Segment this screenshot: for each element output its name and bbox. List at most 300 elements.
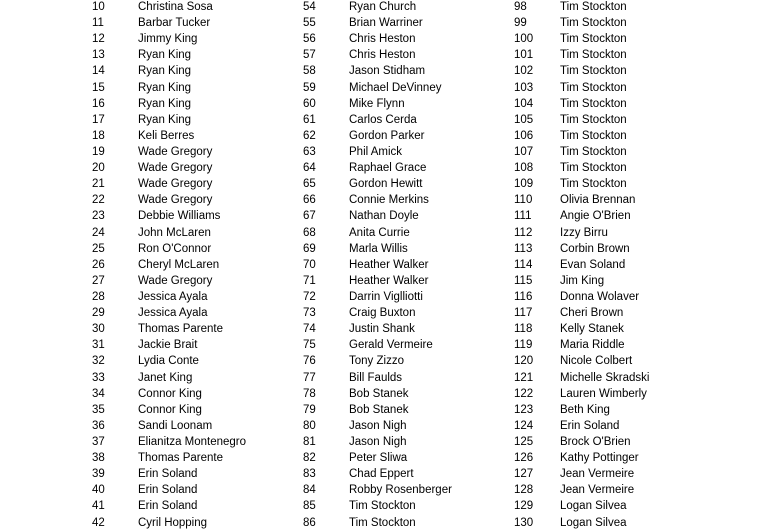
list-item bbox=[514, 241, 649, 257]
entry-name: Bob Stanek bbox=[349, 403, 409, 416]
list-item bbox=[514, 305, 649, 321]
entry-number: 17 bbox=[92, 113, 105, 126]
list-item bbox=[303, 192, 452, 208]
entry-name: Jessica Ayala bbox=[138, 307, 208, 320]
entry-number: 36 bbox=[92, 419, 105, 432]
entry-number: 61 bbox=[303, 113, 316, 126]
entry-name: Michelle Skradski bbox=[560, 371, 650, 384]
list-item bbox=[303, 466, 452, 482]
entry-number: 78 bbox=[303, 387, 316, 400]
entry-number: 130 bbox=[514, 516, 534, 529]
list-item bbox=[514, 386, 649, 402]
entry-number: 100 bbox=[514, 33, 534, 46]
list-item bbox=[92, 418, 246, 434]
entry-name: Logan Silvea bbox=[560, 500, 627, 513]
entry-number: 80 bbox=[303, 419, 316, 432]
entry-name: Janet King bbox=[138, 371, 193, 384]
entry-name: Tim Stockton bbox=[560, 17, 627, 30]
entry-number: 16 bbox=[92, 97, 105, 110]
list-item bbox=[514, 47, 649, 63]
list-item bbox=[92, 353, 246, 369]
list-item bbox=[514, 0, 649, 15]
list-item bbox=[303, 289, 452, 305]
list-item bbox=[92, 0, 246, 15]
list-column-3 bbox=[514, 0, 649, 531]
list-item bbox=[303, 482, 452, 498]
entry-name: Jason Nigh bbox=[349, 419, 407, 432]
entry-name: Kelly Stanek bbox=[560, 323, 624, 336]
list-item bbox=[514, 96, 649, 112]
entry-number: 75 bbox=[303, 339, 316, 352]
list-item bbox=[514, 450, 649, 466]
entry-number: 18 bbox=[92, 129, 105, 142]
list-item bbox=[303, 241, 452, 257]
entry-name: John McLaren bbox=[138, 226, 211, 239]
list-item bbox=[92, 498, 246, 514]
list-item bbox=[303, 31, 452, 47]
entry-number: 19 bbox=[92, 145, 105, 158]
entry-number: 74 bbox=[303, 323, 316, 336]
list-item bbox=[92, 47, 246, 63]
entry-name: Jean Vermeire bbox=[560, 484, 635, 497]
entry-number: 20 bbox=[92, 162, 105, 175]
entry-number: 73 bbox=[303, 307, 316, 320]
entry-name: Ron O'Connor bbox=[138, 242, 212, 255]
list-item bbox=[92, 241, 246, 257]
entry-number: 31 bbox=[92, 339, 105, 352]
entry-name: Robby Rosenberger bbox=[349, 484, 452, 497]
list-item bbox=[303, 305, 452, 321]
list-item bbox=[514, 80, 649, 96]
entry-number: 33 bbox=[92, 371, 105, 384]
list-item bbox=[92, 257, 246, 273]
list-item bbox=[514, 63, 649, 79]
entry-name: Phil Amick bbox=[349, 145, 403, 158]
entry-number: 127 bbox=[514, 468, 534, 481]
entry-name: Thomas Parente bbox=[138, 323, 224, 336]
entry-name: Raphael Grace bbox=[349, 162, 427, 175]
list-item bbox=[92, 370, 246, 386]
entry-name: Wade Gregory bbox=[138, 178, 213, 191]
entry-name: Cheri Brown bbox=[560, 307, 624, 320]
list-item bbox=[92, 321, 246, 337]
entry-number: 126 bbox=[514, 452, 534, 465]
list-item bbox=[514, 160, 649, 176]
entry-name: Wade Gregory bbox=[138, 145, 213, 158]
entry-number: 15 bbox=[92, 81, 105, 94]
list-item bbox=[514, 273, 649, 289]
list-item bbox=[303, 321, 452, 337]
entry-name: Jessica Ayala bbox=[138, 290, 208, 303]
entry-number: 128 bbox=[514, 484, 534, 497]
list-item bbox=[303, 257, 452, 273]
entry-number: 82 bbox=[303, 452, 316, 465]
list-item bbox=[303, 402, 452, 418]
entry-name: Craig Buxton bbox=[349, 307, 416, 320]
entry-number: 64 bbox=[303, 162, 316, 175]
entry-name: Erin Soland bbox=[138, 468, 198, 481]
list-item bbox=[303, 128, 452, 144]
entry-name: Tim Stockton bbox=[560, 129, 627, 142]
list-item bbox=[303, 434, 452, 450]
list-item bbox=[92, 337, 246, 353]
entry-number: 83 bbox=[303, 468, 316, 481]
list-item bbox=[92, 273, 246, 289]
entry-name: Izzy Birru bbox=[560, 226, 608, 239]
list-item bbox=[303, 225, 452, 241]
entry-number: 72 bbox=[303, 290, 316, 303]
list-item bbox=[303, 15, 452, 31]
list-item bbox=[92, 96, 246, 112]
list-item bbox=[303, 515, 452, 531]
entry-name: Evan Soland bbox=[560, 258, 626, 271]
list-item bbox=[514, 192, 649, 208]
entry-name: Elianitza Montenegro bbox=[138, 435, 247, 448]
entry-name: Bob Stanek bbox=[349, 387, 409, 400]
entry-name: Tim Stockton bbox=[560, 33, 627, 46]
entry-name: Thomas Parente bbox=[138, 452, 224, 465]
entry-number: 99 bbox=[514, 17, 527, 30]
entry-number: 55 bbox=[303, 17, 316, 30]
list-item bbox=[303, 386, 452, 402]
entry-number: 111 bbox=[514, 210, 532, 223]
entry-number: 105 bbox=[514, 113, 534, 126]
entry-number: 54 bbox=[303, 1, 316, 13]
entry-name: Darrin Viglliotti bbox=[349, 290, 423, 303]
entry-name: Sandi Loonam bbox=[138, 419, 213, 432]
list-column-2 bbox=[303, 0, 452, 531]
entry-number: 59 bbox=[303, 81, 316, 94]
list-item bbox=[92, 31, 246, 47]
entry-name: Tim Stockton bbox=[560, 97, 627, 110]
entry-name: Jackie Brait bbox=[138, 339, 198, 352]
list-item bbox=[303, 80, 452, 96]
entry-name: Wade Gregory bbox=[138, 274, 213, 287]
list-item bbox=[92, 15, 246, 31]
entry-number: 107 bbox=[514, 145, 534, 158]
entry-number: 28 bbox=[92, 290, 105, 303]
list-item bbox=[514, 337, 649, 353]
entry-name: Gerald Vermeire bbox=[349, 339, 433, 352]
list-item bbox=[92, 80, 246, 96]
entry-number: 77 bbox=[303, 371, 316, 384]
entry-number: 123 bbox=[514, 403, 534, 416]
entry-name: Olivia Brennan bbox=[560, 194, 636, 207]
entry-name: Chris Heston bbox=[349, 49, 416, 62]
list-item bbox=[303, 63, 452, 79]
entry-name: Brian Warriner bbox=[349, 17, 423, 30]
entry-name: Nicole Colbert bbox=[560, 355, 633, 368]
list-item bbox=[92, 305, 246, 321]
entry-name: Debbie Williams bbox=[138, 210, 221, 223]
list-column-1 bbox=[92, 0, 246, 531]
entry-name: Jason Stidham bbox=[349, 65, 426, 78]
entry-number: 35 bbox=[92, 403, 105, 416]
list-item bbox=[514, 402, 649, 418]
entry-name: Beth King bbox=[560, 403, 610, 416]
entry-name: Kathy Pottinger bbox=[560, 452, 639, 465]
entry-name: Peter Sliwa bbox=[349, 452, 408, 465]
list-item bbox=[514, 15, 649, 31]
list-item bbox=[514, 321, 649, 337]
list-item bbox=[92, 482, 246, 498]
entry-number: 120 bbox=[514, 355, 534, 368]
entry-number: 41 bbox=[92, 500, 105, 513]
entry-name: Heather Walker bbox=[349, 274, 429, 287]
list-item bbox=[92, 128, 246, 144]
list-item bbox=[514, 353, 649, 369]
entry-number: 26 bbox=[92, 258, 105, 271]
entry-number: 70 bbox=[303, 258, 316, 271]
entry-name: Ryan King bbox=[138, 65, 192, 78]
entry-number: 60 bbox=[303, 97, 316, 110]
list-item bbox=[303, 353, 452, 369]
list-item bbox=[92, 466, 246, 482]
list-item bbox=[514, 208, 649, 224]
list-item bbox=[514, 31, 649, 47]
entry-number: 66 bbox=[303, 194, 316, 207]
entry-number: 125 bbox=[514, 435, 534, 448]
entry-name: Connie Merkins bbox=[349, 194, 429, 207]
list-item bbox=[92, 386, 246, 402]
entry-number: 37 bbox=[92, 435, 105, 448]
list-item bbox=[92, 289, 246, 305]
entry-number: 13 bbox=[92, 49, 105, 62]
entry-number: 56 bbox=[303, 33, 316, 46]
entry-number: 27 bbox=[92, 274, 105, 287]
entry-number: 63 bbox=[303, 145, 316, 158]
entry-number: 11 bbox=[92, 17, 104, 30]
entry-name: Anita Currie bbox=[349, 226, 410, 239]
list-item bbox=[303, 273, 452, 289]
list-item bbox=[303, 337, 452, 353]
entry-number: 65 bbox=[303, 178, 316, 191]
list-item bbox=[514, 289, 649, 305]
list-item bbox=[92, 112, 246, 128]
list-item bbox=[514, 482, 649, 498]
entry-name: Nathan Doyle bbox=[349, 210, 419, 223]
entry-name: Wade Gregory bbox=[138, 194, 213, 207]
entry-name: Maria Riddle bbox=[560, 339, 625, 352]
list-item bbox=[92, 450, 246, 466]
entry-number: 21 bbox=[92, 178, 105, 191]
entry-name: Tim Stockton bbox=[560, 145, 627, 158]
entry-number: 122 bbox=[514, 387, 534, 400]
entry-name: Wade Gregory bbox=[138, 162, 213, 175]
entry-number: 101 bbox=[514, 49, 534, 62]
entry-number: 14 bbox=[92, 65, 105, 78]
entry-name: Tim Stockton bbox=[560, 178, 627, 191]
entry-number: 108 bbox=[514, 162, 534, 175]
entry-number: 104 bbox=[514, 97, 534, 110]
list-item bbox=[303, 418, 452, 434]
entry-name: Christina Sosa bbox=[138, 1, 213, 13]
list-item bbox=[303, 160, 452, 176]
entry-number: 32 bbox=[92, 355, 105, 368]
entry-name: Ryan King bbox=[138, 113, 192, 126]
entry-number: 23 bbox=[92, 210, 105, 223]
entry-number: 124 bbox=[514, 419, 534, 432]
list-item bbox=[92, 208, 246, 224]
list-item bbox=[514, 144, 649, 160]
entry-number: 24 bbox=[92, 226, 105, 239]
list-item bbox=[514, 418, 649, 434]
entry-number: 98 bbox=[514, 1, 527, 13]
entry-name: Cheryl McLaren bbox=[138, 258, 220, 271]
entry-name: Tim Stockton bbox=[560, 65, 627, 78]
entry-name: Brock O'Brien bbox=[560, 435, 631, 448]
entry-name: Logan Silvea bbox=[560, 516, 627, 529]
entry-name: Lydia Conte bbox=[138, 355, 199, 368]
entry-name: Donna Wolaver bbox=[560, 290, 640, 303]
entry-number: 129 bbox=[514, 500, 534, 513]
entry-number: 38 bbox=[92, 452, 105, 465]
entry-name: Jim King bbox=[560, 274, 605, 287]
list-item bbox=[303, 96, 452, 112]
entry-number: 103 bbox=[514, 81, 534, 94]
entry-number: 10 bbox=[92, 1, 105, 13]
entry-name: Erin Soland bbox=[138, 500, 198, 513]
entry-name: Chris Heston bbox=[349, 33, 416, 46]
entry-number: 29 bbox=[92, 307, 105, 320]
list-item bbox=[303, 112, 452, 128]
entry-name: Jimmy King bbox=[138, 33, 198, 46]
entry-number: 79 bbox=[303, 403, 316, 416]
entry-number: 76 bbox=[303, 355, 316, 368]
entry-number: 39 bbox=[92, 468, 105, 481]
entry-number: 115 bbox=[514, 274, 533, 287]
entry-number: 85 bbox=[303, 500, 316, 513]
entry-name: Tim Stockton bbox=[349, 500, 416, 513]
entry-name: Lauren Wimberly bbox=[560, 387, 647, 400]
entry-number: 121 bbox=[514, 371, 534, 384]
entry-number: 62 bbox=[303, 129, 316, 142]
entry-number: 71 bbox=[303, 274, 316, 287]
list-item bbox=[92, 402, 246, 418]
entry-name: Connor King bbox=[138, 403, 202, 416]
entry-name: Jean Vermeire bbox=[560, 468, 635, 481]
entry-name: Cyril Hopping bbox=[138, 516, 208, 529]
list-item bbox=[92, 225, 246, 241]
list-item bbox=[92, 192, 246, 208]
entry-name: Mike Flynn bbox=[349, 97, 405, 110]
entry-number: 114 bbox=[514, 258, 533, 271]
entry-name: Tony Zizzo bbox=[349, 355, 404, 368]
entry-number: 58 bbox=[303, 65, 316, 78]
entry-name: Tim Stockton bbox=[349, 516, 416, 529]
entry-name: Tim Stockton bbox=[560, 81, 627, 94]
entry-name: Ryan Church bbox=[349, 1, 417, 13]
list-item bbox=[303, 450, 452, 466]
list-item bbox=[514, 128, 649, 144]
entry-name: Tim Stockton bbox=[560, 113, 627, 126]
entry-name: Tim Stockton bbox=[560, 162, 627, 175]
entry-number: 110 bbox=[514, 194, 533, 207]
list-item bbox=[514, 466, 649, 482]
list-item bbox=[303, 498, 452, 514]
entry-name: Ryan King bbox=[138, 81, 192, 94]
entry-number: 84 bbox=[303, 484, 316, 497]
entry-number: 112 bbox=[514, 226, 533, 239]
list-item bbox=[92, 160, 246, 176]
list-item bbox=[92, 63, 246, 79]
list-item bbox=[303, 208, 452, 224]
entry-name: Michael DeVinney bbox=[349, 81, 442, 94]
entry-number: 119 bbox=[514, 339, 533, 352]
entry-name: Erin Soland bbox=[138, 484, 198, 497]
entry-name: Barbar Tucker bbox=[138, 17, 211, 30]
entry-number: 57 bbox=[303, 49, 316, 62]
entry-number: 12 bbox=[92, 33, 105, 46]
entry-number: 102 bbox=[514, 65, 534, 78]
entry-number: 42 bbox=[92, 516, 105, 529]
entry-number: 30 bbox=[92, 323, 105, 336]
entry-number: 116 bbox=[514, 290, 533, 303]
list-item bbox=[514, 434, 649, 450]
entry-name: Jason Nigh bbox=[349, 435, 407, 448]
entry-name: Ryan King bbox=[138, 97, 192, 110]
entry-name: Keli Berres bbox=[138, 129, 195, 142]
list-item bbox=[92, 434, 246, 450]
list-item bbox=[514, 112, 649, 128]
entry-name: Heather Walker bbox=[349, 258, 429, 271]
entry-number: 67 bbox=[303, 210, 316, 223]
entry-number: 109 bbox=[514, 178, 534, 191]
entry-number: 40 bbox=[92, 484, 105, 497]
entry-name: Tim Stockton bbox=[560, 1, 627, 13]
entry-number: 113 bbox=[514, 242, 533, 255]
list-item bbox=[514, 257, 649, 273]
entry-name: Marla Willis bbox=[349, 242, 408, 255]
entry-number: 118 bbox=[514, 323, 533, 336]
list-item bbox=[303, 47, 452, 63]
entry-name: Gordon Parker bbox=[349, 129, 425, 142]
list-item bbox=[514, 225, 649, 241]
entry-number: 22 bbox=[92, 194, 105, 207]
list-item bbox=[303, 0, 452, 15]
entry-name: Bill Faulds bbox=[349, 371, 403, 384]
entry-number: 25 bbox=[92, 242, 105, 255]
entry-number: 69 bbox=[303, 242, 316, 255]
entry-number: 117 bbox=[514, 307, 533, 320]
entry-number: 86 bbox=[303, 516, 316, 529]
entry-name: Connor King bbox=[138, 387, 202, 400]
list-item bbox=[514, 498, 649, 514]
entry-name: Gordon Hewitt bbox=[349, 178, 423, 191]
entry-number: 106 bbox=[514, 129, 534, 142]
list-item bbox=[92, 515, 246, 531]
entry-name: Ryan King bbox=[138, 49, 192, 62]
entry-number: 81 bbox=[303, 435, 316, 448]
list-item bbox=[92, 176, 246, 192]
entry-name: Corbin Brown bbox=[560, 242, 630, 255]
entry-name: Justin Shank bbox=[349, 323, 415, 336]
list-item bbox=[514, 515, 649, 531]
list-item bbox=[92, 144, 246, 160]
list-item bbox=[303, 176, 452, 192]
entry-number: 68 bbox=[303, 226, 316, 239]
list-item bbox=[514, 370, 649, 386]
list-item bbox=[303, 144, 452, 160]
entry-name: Tim Stockton bbox=[560, 49, 627, 62]
entry-name: Carlos Cerda bbox=[349, 113, 417, 126]
entry-name: Erin Soland bbox=[560, 419, 620, 432]
entry-name: Chad Eppert bbox=[349, 468, 414, 481]
entry-number: 34 bbox=[92, 387, 105, 400]
list-item bbox=[514, 176, 649, 192]
entry-name: Angie O'Brien bbox=[560, 210, 631, 223]
list-item bbox=[303, 370, 452, 386]
